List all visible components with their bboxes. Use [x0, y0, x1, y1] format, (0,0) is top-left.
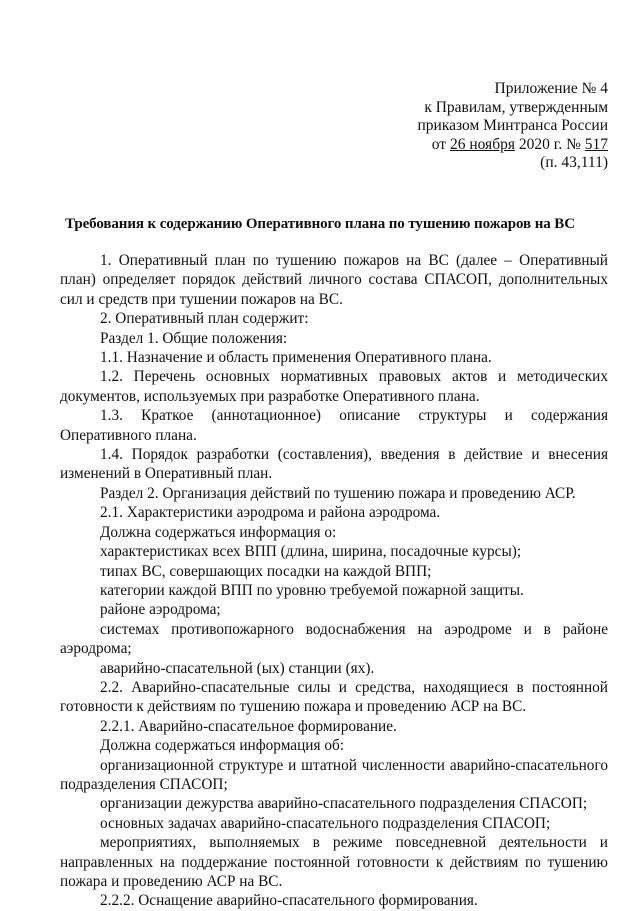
- paragraph: 1.4. Порядок разработки (составления), введения в действие и внесения изменений в Оперативный план.: [60, 446, 608, 483]
- paragraph: 2.2.2. Оснащение аварийно-спасательного формирования.: [100, 892, 478, 910]
- section-heading: Раздел 2. Организация действий по тушению пожара и проведению АСР.: [100, 484, 576, 502]
- paragraph: Должна содержаться информация об:: [100, 737, 345, 755]
- list-item: основных задачах аварийно-спасательного подразделения СПАСОП;: [100, 814, 551, 832]
- appendix-header: [418, 80, 609, 173]
- paragraph: 1.2. Перечень основных нормативных правовых актов и методических документов, используемых при разработке Оперативного плана.: [60, 368, 608, 405]
- paragraph: 2.1. Характеристики аэродрома и района аэродрома.: [100, 504, 441, 522]
- order-number: 517: [584, 135, 608, 153]
- paragraph: 1. Оперативный план по тушению пожаров на ВС (далее – Оперативный план) определяет порядок действий личного состава СПАСОП, дополнительных сил и средств при тушении пожаров на ВС.: [60, 252, 608, 308]
- list-item: организационной структуре и штатной численности аварийно-спасательного подразделения СПАСОП;: [60, 756, 608, 793]
- appendix-clause-ref: (п. 43,111): [540, 154, 608, 171]
- order-year: 2020 г. №: [514, 135, 585, 153]
- document-title: Требования к содержанию Оперативного плана по тушению пожаров на ВС: [65, 216, 575, 232]
- list-item: организации дежурства аварийно-спасательного подразделения СПАСОП;: [100, 795, 588, 813]
- list-item: районе аэродрома;: [100, 601, 221, 619]
- appendix-order-ref: приказом Минтранса России: [417, 117, 608, 134]
- paragraph: 1.3. Краткое (аннотационное) описание структуры и содержания Оперативного плана.: [60, 407, 608, 444]
- paragraph: Должна содержаться информация о:: [100, 523, 337, 541]
- paragraph: 2.2.1. Аварийно-спасательное формирование.: [100, 717, 397, 735]
- list-item: характеристиках всех ВПП (длина, ширина, посадочные курсы);: [100, 543, 522, 561]
- appendix-rules-ref: к Правилам, утвержденным: [424, 98, 608, 116]
- list-item: типах ВС, совершающих посадки на каждой ВПП;: [100, 562, 432, 580]
- section-heading: Раздел 1. Общие положения:: [100, 329, 288, 347]
- paragraph: 2. Оперативный план содержит:: [100, 310, 309, 328]
- appendix-order-date: [418, 136, 609, 155]
- order-date-prefix: от: [431, 135, 450, 153]
- order-date: 26 ноября: [449, 135, 515, 153]
- list-item: аварийно-спасательной (ых) станции (ях).: [100, 659, 375, 677]
- list-item: мероприятиях, выполняемых в режиме повседневной деятельности и направленных на поддержание постоянной готовности к действиям по тушению пожара и проведению АСР на ВС.: [60, 834, 608, 890]
- list-item: категории каждой ВПП по уровню требуемой пожарной защиты.: [100, 581, 524, 599]
- list-item: системах противопожарного водоснабжения на аэродроме и в районе аэродрома;: [60, 620, 608, 658]
- document-body: [60, 251, 608, 911]
- appendix-number: Приложение № 4: [494, 80, 608, 97]
- paragraph: 2.2. Аварийно-спасательные силы и средства, находящиеся в постоянной готовности к действиям по тушению пожара и проведению АСР на ВС.: [60, 678, 608, 716]
- paragraph: 1.1. Назначение и область применения Оперативного плана.: [100, 349, 492, 367]
